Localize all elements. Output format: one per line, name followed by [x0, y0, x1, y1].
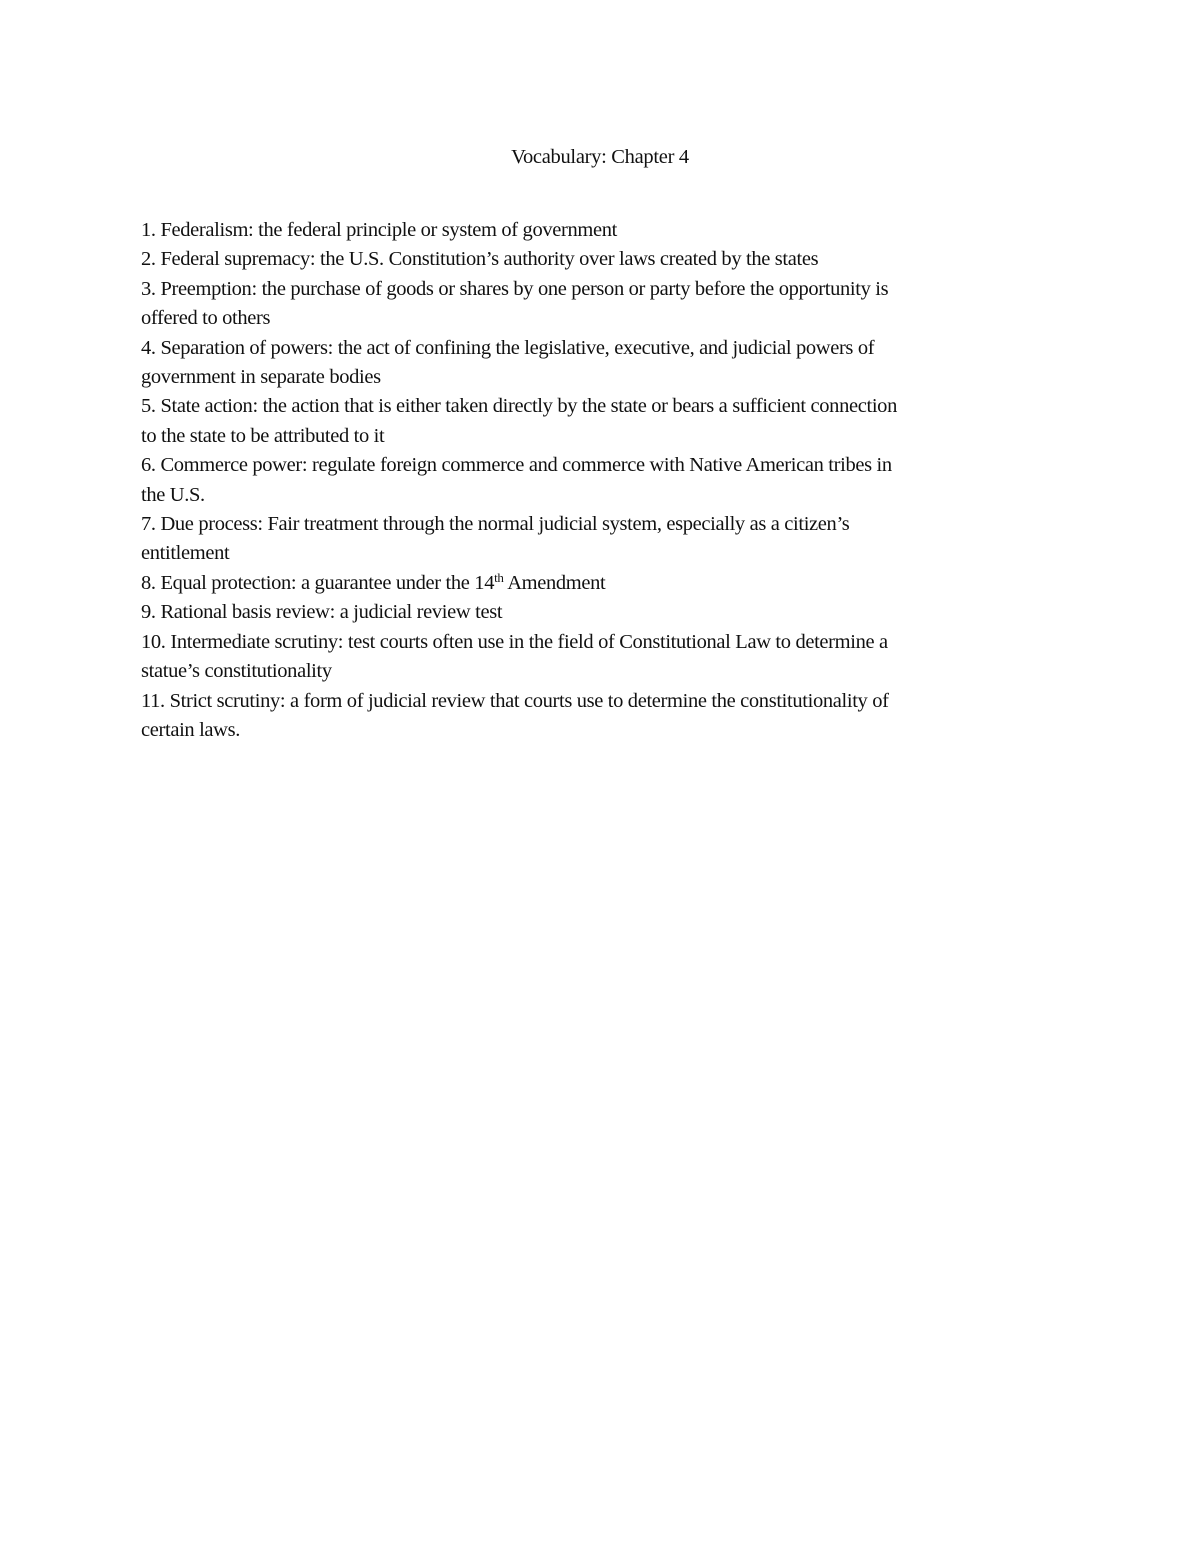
- list-item-preemption: [141, 275, 1071, 334]
- definition-line: 2. Federal supremacy: the U.S. Constitution’s authority over laws created by the states: [141, 248, 819, 271]
- definition-line: to the state to be attributed to it: [141, 424, 385, 447]
- definition-line: 1. Federalism: the federal principle or system of government: [141, 219, 617, 241]
- list-item-intermediate-scrutiny: [141, 628, 1071, 687]
- definition-text: 8. Equal protection: a guarantee under the 14: [141, 571, 495, 594]
- vocabulary-list: [141, 216, 1071, 745]
- definition-line: certain laws.: [141, 718, 241, 741]
- definition-line: 11. Strict scrutiny: a form of judicial review that courts use to determine the constitutionality of: [141, 689, 889, 712]
- definition-line: 5. State action: the action that is either taken directly by the state or bears a sufficient connection: [141, 395, 897, 418]
- list-item-commerce-power: [141, 451, 1071, 510]
- list-item-due-process: [141, 510, 1071, 569]
- definition-line: government in separate bodies: [141, 366, 381, 389]
- definition-line: 3. Preemption: the purchase of goods or shares by one person or party before the opportunity is: [141, 277, 889, 300]
- definition-text: Amendment: [503, 571, 606, 594]
- definition-line: 6. Commerce power: regulate foreign commerce and commerce with Native American tribes in: [141, 454, 892, 477]
- list-item-rational-basis-review: [141, 598, 1071, 627]
- definition-line: statue’s constitutionality: [141, 660, 332, 683]
- list-item-federalism: [141, 216, 1071, 245]
- definition-line: the U.S.: [141, 483, 205, 506]
- list-item-federal-supremacy: [141, 245, 1071, 274]
- ordinal-superscript: th: [494, 569, 504, 585]
- definition-line: 10. Intermediate scrutiny: test courts often use in the field of Constitutional Law to determine a: [141, 630, 888, 653]
- definition-line: entitlement: [141, 542, 230, 565]
- definition-line: 9. Rational basis review: a judicial review test: [141, 601, 503, 624]
- page-title: Vocabulary: Chapter 4: [511, 146, 689, 168]
- list-item-state-action: [141, 392, 1071, 451]
- list-item-separation-of-powers: [141, 334, 1071, 393]
- definition-line: offered to others: [141, 307, 271, 330]
- definition-line: [141, 569, 1071, 598]
- definition-line: 4. Separation of powers: the act of confining the legislative, executive, and judicial powers of: [141, 336, 875, 359]
- list-item-equal-protection: [141, 569, 1071, 598]
- list-item-strict-scrutiny: [141, 687, 1071, 746]
- definition-line: 7. Due process: Fair treatment through the normal judicial system, especially as a citizen’s: [141, 513, 850, 536]
